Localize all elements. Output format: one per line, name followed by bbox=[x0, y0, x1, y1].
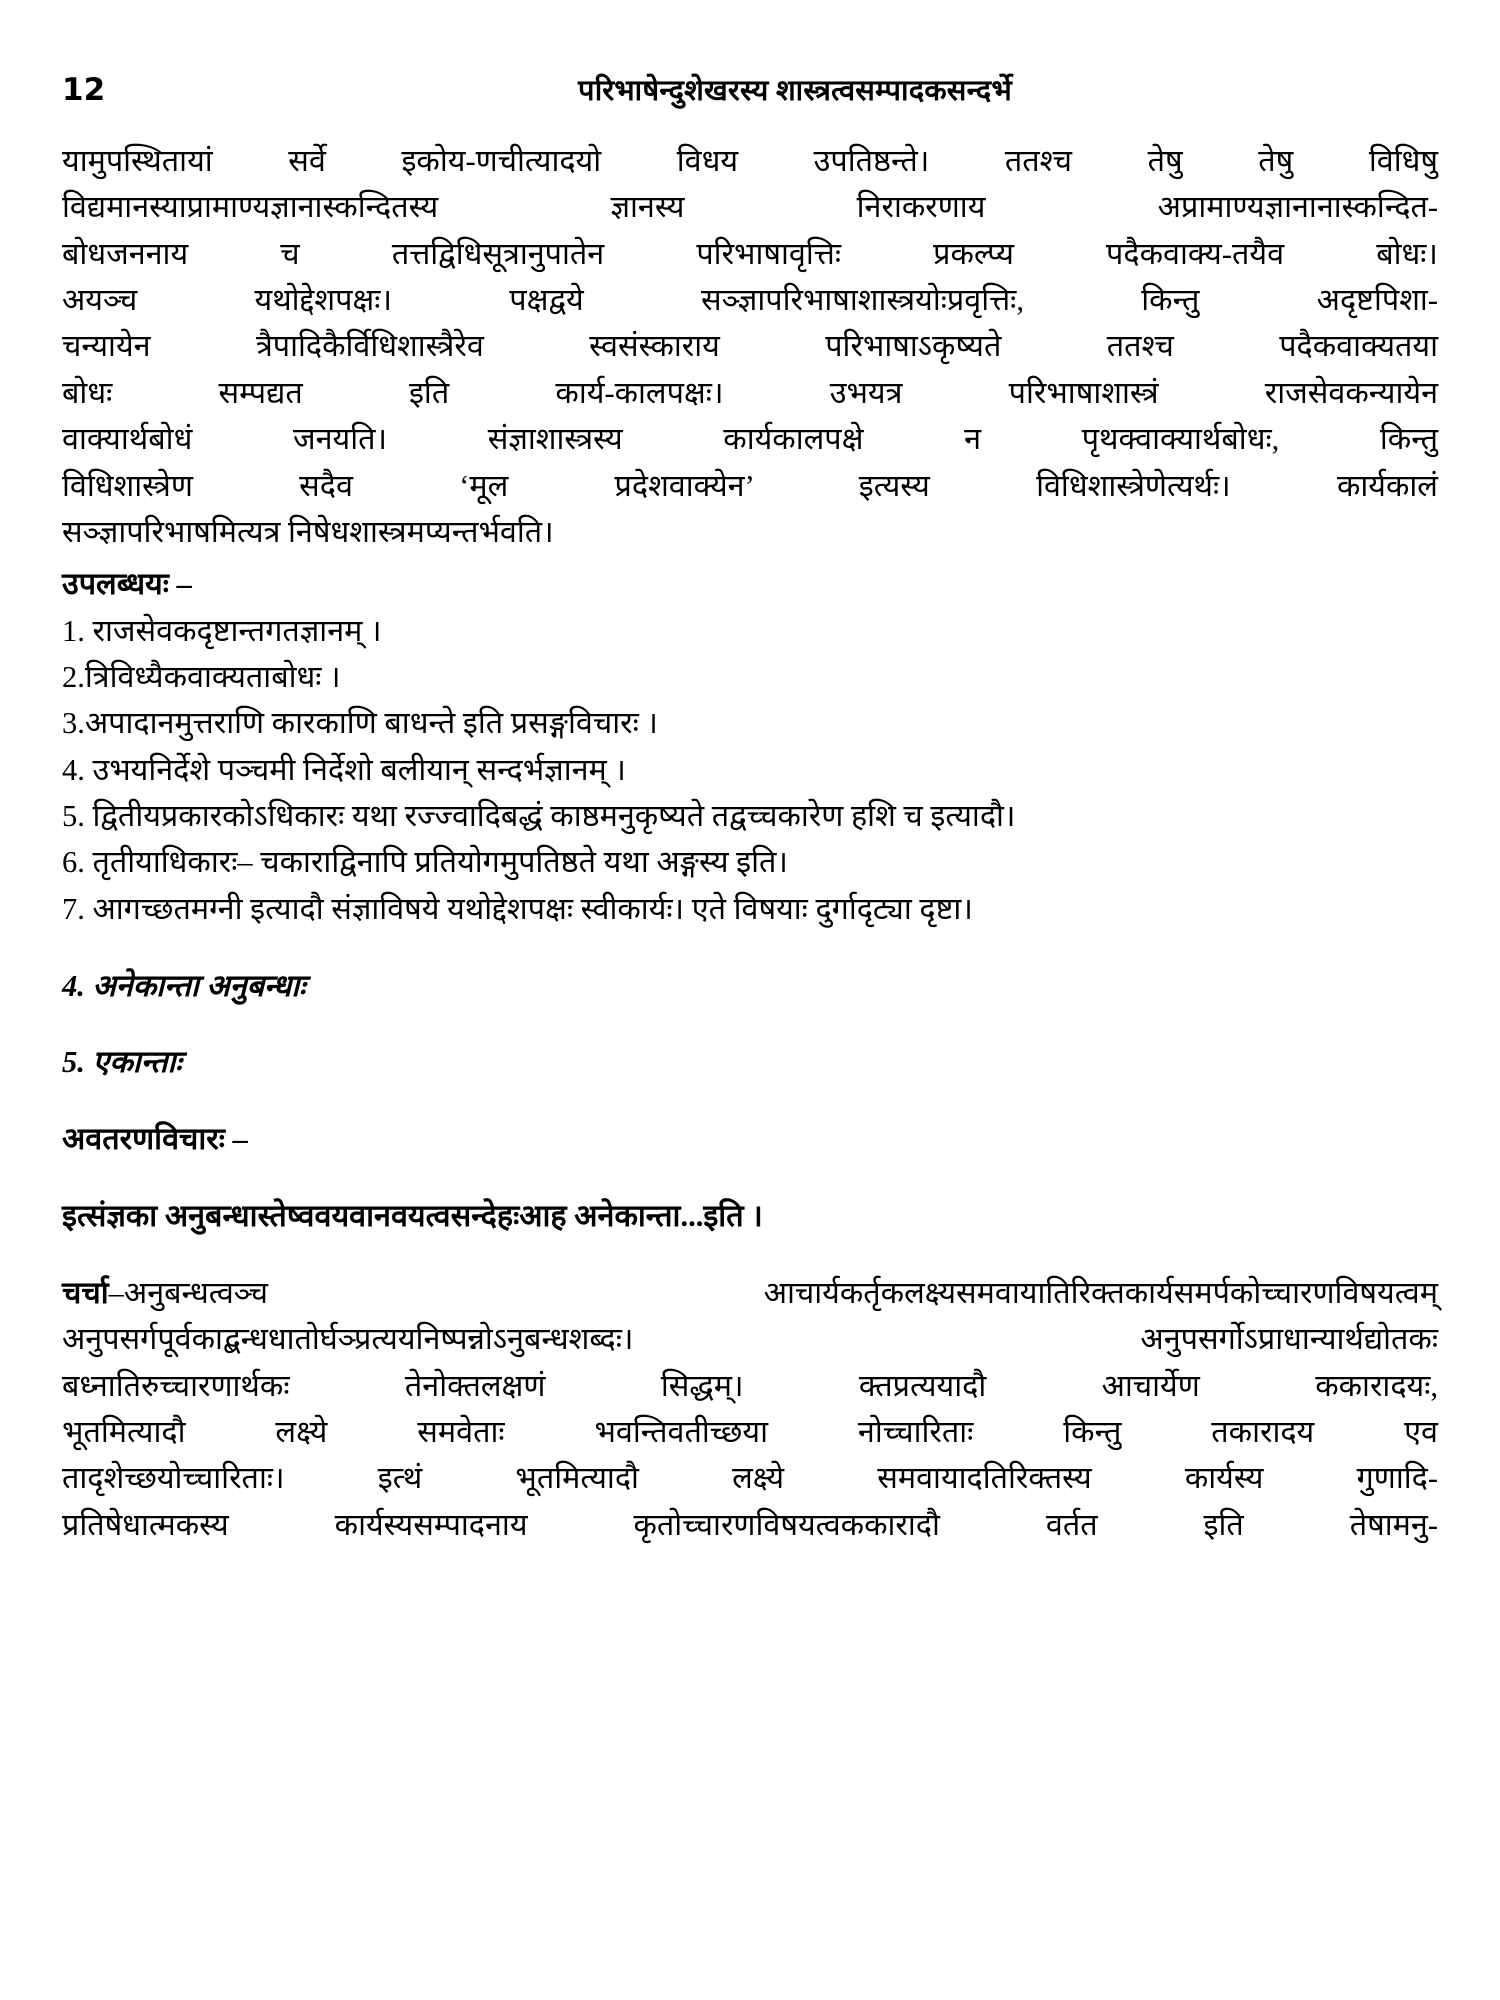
charcha-text: –अनुबन्धत्वञ्च आचार्यकर्तृकलक्ष्यसमवायातिरिक्तकार्यसमर्पकोच्चारणविषयत्वम् bbox=[108, 1276, 1438, 1311]
numbered-heading: 4. अनेकान्ता अनुबन्धाः bbox=[62, 968, 306, 1003]
list-item: 5. द्वितीयप्रकारकोऽधिकारः यथा रज्ज्वादिबद्धं काष्ठमनुकृष्यते तद्वच्चकारेण हशि च इत्यादौ। bbox=[62, 799, 1016, 834]
list-item: 6. तृतीयाधिकारः– चकाराद्विनापि प्रतियोगमुपतिष्ठते यथा अङ्गस्य इति। bbox=[62, 845, 788, 880]
paragraph-line: बोधः सम्पद्यत इति कार्य-कालपक्षः। उभयत्र परिभाषाशास्त्रं राजसेवकन्यायेन bbox=[62, 375, 1438, 410]
list-item: 1. राजसेवकदृष्टान्तगतज्ञानम् । bbox=[62, 613, 382, 648]
section-heading-upalabdhayah: उपलब्धयः – bbox=[62, 567, 192, 602]
running-head: परिभाषेन्दुशेखरस्य शास्त्रत्वसम्पादकसन्दर्भे bbox=[578, 75, 1012, 107]
paragraph-line: बोधजननाय च तत्तद्विधिसूत्रानुपातेन परिभाषावृत्तिः प्रकल्प्य पदैकवाक्य-तयैव बोधः। bbox=[62, 236, 1438, 271]
section-heading-avataranavicharah: अवतरणविचारः – bbox=[62, 1122, 248, 1157]
paragraph-line: अयञ्च यथोद्देशपक्षः। पक्षद्वये सञ्ज्ञापरिभाषाशास्त्रयोःप्रवृत्तिः, किन्तु अदृष्टपिशा- bbox=[62, 283, 1438, 318]
bold-statement-line: इत्संज्ञका अनुबन्धास्तेष्ववयवानवयत्वसन्देहःआह अनेकान्ता...इति । bbox=[62, 1199, 763, 1234]
paragraph-line: बध्नातिरुच्चारणार्थकः तेनोक्तलक्षणं सिद्धम्। क्तप्रत्ययादौ आचार्येण ककारादयः, bbox=[62, 1368, 1438, 1403]
page-body bbox=[62, 138, 1438, 1548]
paragraph-line: विद्यमानस्याप्रामाण्यज्ञानास्कन्दितस्य ज्ञानस्य निराकरणाय अप्रामाण्यज्ञानानास्कन्दित- bbox=[62, 190, 1438, 225]
paragraph-line: सञ्ज्ञापरिभाषमित्यत्र निषेधशास्त्रमप्यन्तर्भवति। bbox=[62, 514, 554, 549]
charcha-label: चर्चा bbox=[62, 1276, 109, 1311]
list-item: 4. उभयनिर्देशे पञ्चमी निर्देशो बलीयान् सन्दर्भज्ञानम् । bbox=[62, 752, 626, 787]
paragraph-line: वाक्यार्थबोधं जनयति। संज्ञाशास्त्रस्य कार्यकालपक्षे न पृथक्वाक्यार्थबोधः, किन्तु bbox=[62, 422, 1438, 457]
paragraph-line: प्रतिषेधात्मकस्य कार्यस्यसम्पादनाय कृतोच्चारणविषयत्वककारादौ वर्तत इति तेषामनु- bbox=[62, 1507, 1438, 1542]
paragraph-line: विधिशास्त्रेण सदैव ‘मूल प्रदेशवाक्येन’ इत्यस्य विधिशास्त्रेणेत्यर्थः। कार्यकालं bbox=[62, 468, 1438, 503]
paragraph-line: तादृशेच्छयोच्चारिताः। इत्थं भूतमित्यादौ लक्ष्ये समवायादतिरिक्तस्य कार्यस्य गुणादि- bbox=[62, 1461, 1438, 1496]
list-item: 2.त्रिविध्यैकवाक्यताबोधः । bbox=[62, 659, 341, 694]
list-item: 3.अपादानमुत्तराणि कारकाणि बाधन्ते इति प्रसङ्गविचारः । bbox=[62, 706, 658, 741]
paragraph-line: अनुपसर्गपूर्वकाद्बन्धधातोर्घञ्प्रत्ययनिष्पन्नोऽनुबन्धशब्दः। अनुपसर्गोऽप्राधान्यार्थद्योतकः bbox=[62, 1322, 1438, 1357]
paragraph-line: भूतमित्यादौ लक्ष्ये समवेताः भवन्तिवतीच्छया नोच्चारिताः किन्तु तकारादय एव bbox=[62, 1415, 1438, 1450]
numbered-heading: 5. एकान्ताः bbox=[62, 1045, 182, 1080]
charcha-paragraph-first-line bbox=[62, 1270, 1438, 1316]
list-item: 7. आगच्छतमग्नी इत्यादौ संज्ञाविषये यथोद्देशपक्षः स्वीकार्यः। एते विषयाः दुर्गादृट्या दृष्टा। bbox=[62, 891, 973, 926]
paragraph-line: चन्यायेन त्रैपादिकैर्विधिशास्त्रैरेव स्वसंस्काराय परिभाषाऽकृष्यते ततश्च पदैकवाक्यतया bbox=[62, 329, 1438, 364]
page-header bbox=[62, 70, 1438, 128]
paragraph-line: यामुपस्थितायां सर्वे इकोय-णचीत्यादयो विधय उपतिष्ठन्ते। ततश्च तेषु तेषु विधिषु bbox=[62, 144, 1438, 178]
page-number: 12 bbox=[62, 72, 106, 108]
